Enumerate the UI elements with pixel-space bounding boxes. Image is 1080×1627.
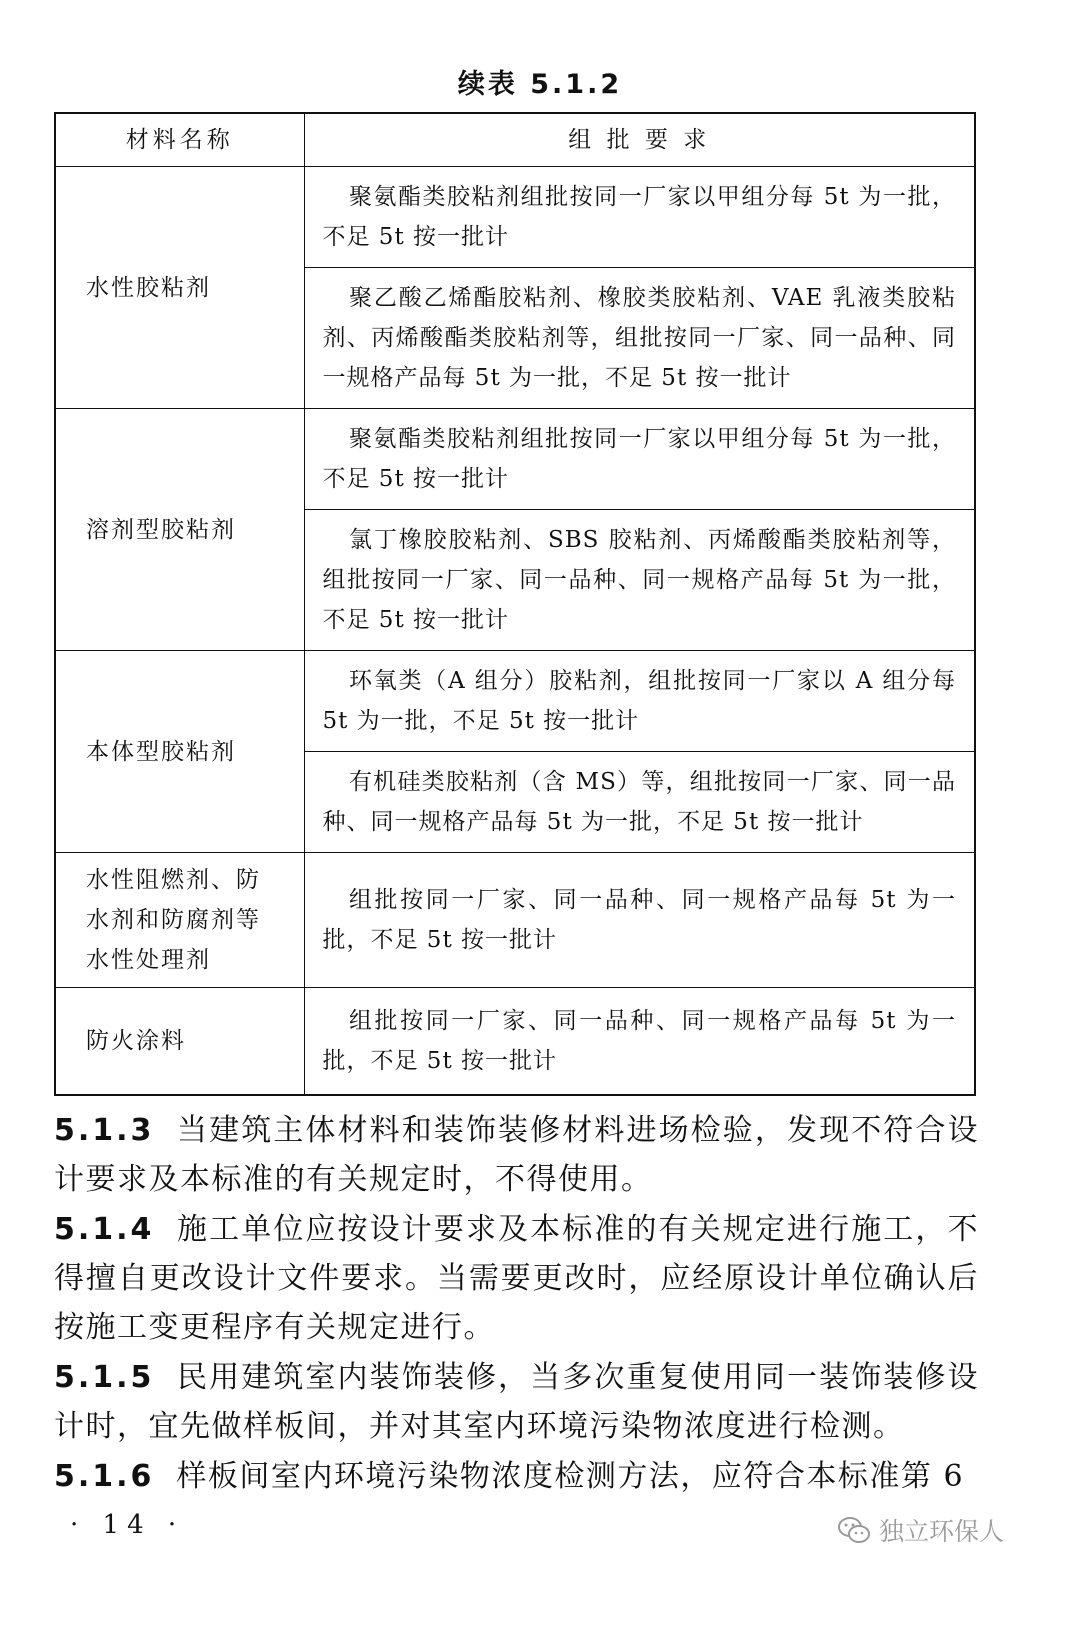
- table-row: [55, 853, 975, 988]
- requirement-cell: 聚氨酯类胶粘剂组批按同一厂家以甲组分每 5t 为一批，不足 5t 按一批计: [304, 409, 975, 510]
- clause-text: 样板间室内环境污染物浓度检测方法，应符合本标准第 6: [176, 1459, 965, 1494]
- header-batch-requirements: 组 批 要 求: [304, 113, 975, 167]
- watermark-text: 独立环保人: [878, 1517, 1004, 1546]
- requirement-cell: 聚氨酯类胶粘剂组批按同一厂家以甲组分每 5t 为一批，不足 5t 按一批计: [304, 167, 975, 268]
- clauses-section: [54, 1106, 979, 1502]
- table-row: [55, 651, 975, 752]
- material-name-cell: 溶剂型胶粘剂: [55, 409, 304, 651]
- table-row: [55, 409, 975, 510]
- watermark: [837, 1512, 1004, 1548]
- material-name-cell: 水性阻燃剂、防水剂和防腐剂等水性处理剂: [55, 853, 304, 988]
- clause-paragraph: [54, 1452, 979, 1501]
- clause-number: 5.1.4: [54, 1212, 155, 1247]
- clause-number: 5.1.6: [54, 1459, 155, 1494]
- clause-paragraph: [54, 1205, 979, 1352]
- table-row: [55, 988, 975, 1096]
- material-name-cell: 防火涂料: [55, 988, 304, 1096]
- requirement-cell: 环氧类（A 组分）胶粘剂，组批按同一厂家以 A 组分每 5t 为一批，不足 5t 按一批计: [304, 651, 975, 752]
- table-title: 续表 5.1.2: [457, 69, 623, 100]
- batch-requirements-table: [54, 112, 976, 1096]
- clause-number: 5.1.5: [54, 1360, 155, 1395]
- clause-number: 5.1.3: [54, 1113, 155, 1148]
- requirement-cell: 氯丁橡胶胶粘剂、SBS 胶粘剂、丙烯酸酯类胶粘剂等，组批按同一厂家、同一品种、同一规格产品每 5t 为一批，不足 5t 按一批计: [304, 510, 975, 651]
- header-material-name: 材料名称: [55, 113, 304, 167]
- table-header-row: [55, 113, 975, 167]
- clause-paragraph: [54, 1353, 979, 1451]
- wechat-icon: [837, 1515, 871, 1545]
- requirement-cell: 聚乙酸乙烯酯胶粘剂、橡胶类胶粘剂、VAE 乳液类胶粘剂、丙烯酸酯类胶粘剂等，组批按同一厂家、同一品种、同一规格产品每 5t 为一批，不足 5t 按一批计: [304, 268, 975, 409]
- clause-paragraph: [54, 1106, 979, 1204]
- material-name-cell: 水性胶粘剂: [55, 167, 304, 409]
- material-name-cell: 本体型胶粘剂: [55, 651, 304, 853]
- page-number: · 14 ·: [70, 1510, 185, 1540]
- table-row: [55, 167, 975, 268]
- clause-text: 当建筑主体材料和装饰装修材料进场检验，发现不符合设计要求及本标准的有关规定时，不得使用。: [54, 1113, 979, 1197]
- requirement-cell: 有机硅类胶粘剂（含 MS）等，组批按同一厂家、同一品种、同一规格产品每 5t 为一批，不足 5t 按一批计: [304, 752, 975, 853]
- requirement-cell: 组批按同一厂家、同一品种、同一规格产品每 5t 为一批，不足 5t 按一批计: [304, 853, 975, 988]
- clause-text: 施工单位应按设计要求及本标准的有关规定进行施工，不得擅自更改设计文件要求。当需要更改时，应经原设计单位确认后按施工变更程序有关规定进行。: [54, 1212, 979, 1345]
- clause-text: 民用建筑室内装饰装修，当多次重复使用同一装饰装修设计时，宜先做样板间，并对其室内环境污染物浓度进行检测。: [54, 1360, 979, 1444]
- requirement-cell: 组批按同一厂家、同一品种、同一规格产品每 5t 为一批，不足 5t 按一批计: [304, 988, 975, 1096]
